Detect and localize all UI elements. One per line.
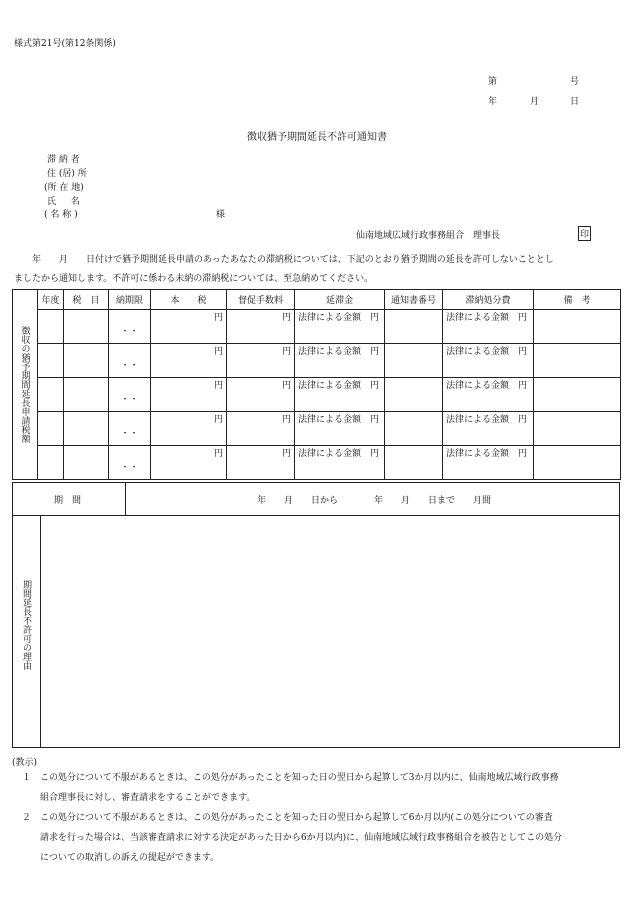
year-cell [38, 412, 64, 446]
notice-no-cell [385, 310, 443, 344]
number-label-go: 号 [570, 77, 580, 87]
header-late-charge: 延滞金 [295, 290, 385, 310]
date-day: 日 [570, 97, 580, 107]
table-row [13, 446, 621, 480]
remarks-cell [534, 446, 621, 480]
table-row [13, 310, 621, 344]
disposal-cost-cell: 法律による金額 円 [443, 378, 534, 412]
disposal-cost-cell: 法律による金額 円 [443, 446, 534, 480]
disposal-cost-cell: 法律による金額 円 [443, 344, 534, 378]
due-date-cell: ・・ [109, 378, 151, 412]
period-divider [125, 482, 126, 516]
period-label: 期 間 [54, 496, 82, 506]
date-month: 月 [530, 97, 540, 107]
tax-table [12, 289, 621, 480]
principal-cell: 円 [151, 446, 227, 480]
table-row [13, 378, 621, 412]
due-date-cell: ・・ [109, 446, 151, 480]
header-due-date: 納期限 [109, 290, 151, 310]
remarks-cell [534, 412, 621, 446]
disposal-cost-cell: 法律による金額 円 [443, 412, 534, 446]
number-label-dai: 第 [488, 77, 498, 87]
notice-item-2-line-2: 請求を行った場合は、当該審査請求に対する決定があった日から6か月以内)に、仙南地域広域行政事務組合を被告としてこの処分 [40, 833, 563, 843]
period-text: 年 月 日から 年 月 日まで 月間 [257, 496, 492, 506]
due-date-cell: ・・ [109, 310, 151, 344]
header-tax-item: 税 目 [64, 290, 109, 310]
corp-name-label: ( 名 称 ) [44, 210, 78, 220]
fee-cell: 円 [227, 378, 295, 412]
fee-cell: 円 [227, 310, 295, 344]
reason-box [12, 515, 620, 748]
header-fee: 督促手数料 [227, 290, 295, 310]
principal-cell: 円 [151, 310, 227, 344]
intro-line-1: 年 月 日付けで猶予期間延長申請のあったあなたの滞納税については、下記のとおり猶予期間の延長を許可しないこととし [14, 255, 554, 265]
fee-cell: 円 [227, 446, 295, 480]
issuer: 仙南地域広域行政事務組合 理事長 [356, 231, 501, 241]
header-year: 年度 [38, 290, 64, 310]
tax-item-cell [64, 412, 109, 446]
notice-item-2-line-1: ２ この処分について不服があるときは、この処分があったことを知った日の翌日から起算して6か月以内(この処分についての審査 [22, 813, 553, 823]
reason-divider [40, 515, 41, 748]
year-cell [38, 446, 64, 480]
header-disposal-cost: 滞納処分費 [443, 290, 534, 310]
intro-line-2: ましたから通知します。不許可に係わる未納の滞納税については、至急納めてください。 [14, 274, 374, 284]
table-row [13, 412, 621, 446]
notice-no-cell [385, 412, 443, 446]
notice-item-1-line-2: 組合理事長に対し、審査請求をすることができます。 [40, 793, 256, 803]
address-label: 住 (居) 所 [47, 169, 87, 179]
remarks-cell [534, 310, 621, 344]
table-header-row [13, 290, 621, 310]
disposal-cost-cell: 法律による金額 円 [443, 310, 534, 344]
tax-item-cell [64, 378, 109, 412]
notice-item-1-line-1: １ この処分について不服があるときは、この処分があったことを知った日の翌日から起算して3か月以内に、仙南地域広域行政事務 [22, 773, 559, 783]
notice-heading: (教示) [12, 758, 38, 768]
late-charge-cell: 法律による金額 円 [295, 446, 385, 480]
year-cell [38, 310, 64, 344]
tax-item-cell [64, 310, 109, 344]
side-label: 徴収の猶予期間延長申請税額 [19, 326, 30, 443]
reason-label-wrap [20, 580, 33, 670]
remarks-cell [534, 378, 621, 412]
remarks-cell [534, 344, 621, 378]
year-cell [38, 344, 64, 378]
tax-item-cell [64, 446, 109, 480]
fee-cell: 円 [227, 344, 295, 378]
form-id: 様式第21号(第12条関係) [14, 39, 116, 49]
notice-no-cell [385, 446, 443, 480]
location-label: (所 在 地) [44, 183, 84, 193]
late-charge-cell: 法律による金額 円 [295, 310, 385, 344]
header-notice-no: 通知書番号 [385, 290, 443, 310]
seal-mark: 印 [578, 226, 591, 241]
table-row [13, 344, 621, 378]
late-charge-cell: 法律による金額 円 [295, 378, 385, 412]
fee-cell: 円 [227, 412, 295, 446]
principal-cell: 円 [151, 412, 227, 446]
late-charge-cell: 法律による金額 円 [295, 412, 385, 446]
notice-no-cell [385, 378, 443, 412]
notice-item-2-line-3: についての取消しの訴えの提起ができます。 [40, 853, 220, 863]
page-title: 徴収猶予期間延長不許可通知書 [247, 132, 387, 143]
reason-label: 期間延長不許可の理由 [21, 580, 31, 670]
notice-no-cell [385, 344, 443, 378]
date-year: 年 [488, 97, 498, 107]
principal-cell: 円 [151, 378, 227, 412]
header-remarks: 備 考 [534, 290, 621, 310]
header-principal: 本 税 [151, 290, 227, 310]
principal-cell: 円 [151, 344, 227, 378]
side-label-cell [13, 290, 38, 480]
tax-item-cell [64, 344, 109, 378]
late-charge-cell: 法律による金額 円 [295, 344, 385, 378]
due-date-cell: ・・ [109, 412, 151, 446]
due-date-cell: ・・ [109, 344, 151, 378]
year-cell [38, 378, 64, 412]
taxpayer-label: 滞 納 者 [47, 155, 80, 165]
name-label: 氏 名 [47, 197, 80, 207]
honorific: 様 [216, 210, 226, 220]
